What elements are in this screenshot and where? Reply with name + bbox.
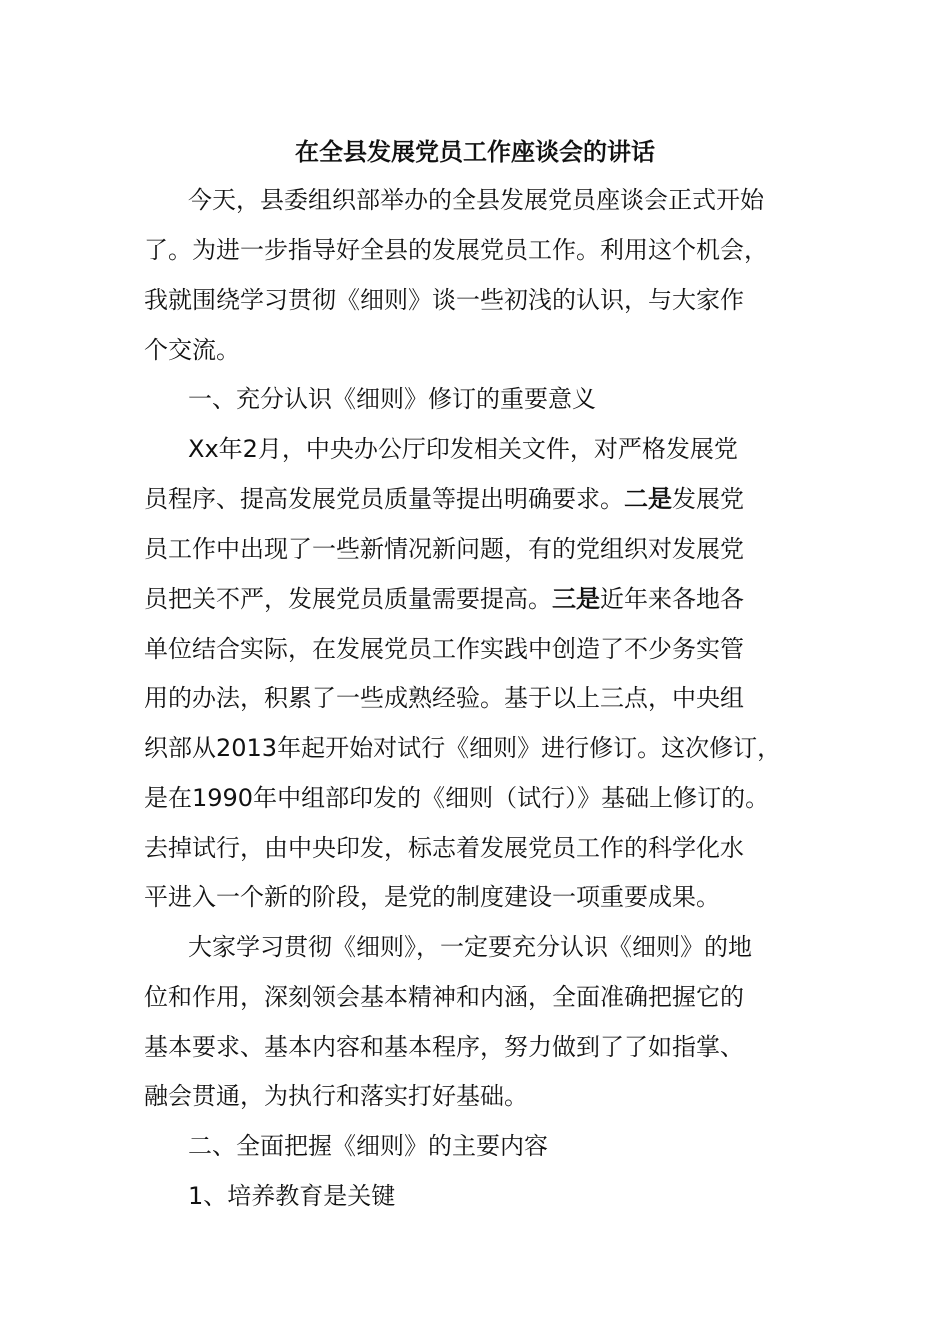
para1-line4: 个交流。 <box>144 336 240 364</box>
para3-line4: 融会贯通，为执行和落实打好基础。 <box>144 1082 528 1110</box>
subsection-heading-1: 1、培养教育是关键 <box>188 1182 396 1210</box>
para2-line6: 用的办法，积累了一些成熟经验。基于以上三点，中央组 <box>144 684 744 712</box>
para2-line7: 织部从2013年起开始对试行《细则》进行修订。这次修订， <box>144 734 782 762</box>
para2-line5: 单位结合实际，在发展党员工作实践中创造了不少务实管 <box>144 635 744 663</box>
para2-line2-text-c: 发展党 <box>672 485 744 513</box>
document-title: 在全县发展党员工作座谈会的讲话 <box>295 138 655 166</box>
para2-line4-text-a: 员把关不严，发展党员质量需要提高。 <box>144 585 552 613</box>
para2-line4-text-c: 近年来各地各 <box>600 585 744 613</box>
para2-bold-third: 三是 <box>552 585 600 613</box>
para2-line4 <box>144 581 744 617</box>
para3-line3: 基本要求、基本内容和基本程序，努力做到了了如指掌、 <box>144 1033 744 1061</box>
para2-line9: 去掉试行，由中央印发，标志着发展党员工作的科学化水 <box>144 834 744 862</box>
para2-line2 <box>144 481 744 517</box>
para2-bold-second: 二是 <box>624 485 672 513</box>
para2-line3: 员工作中出现了一些新情况新问题，有的党组织对发展党 <box>144 535 744 563</box>
para3-line2: 位和作用，深刻领会基本精神和内涵，全面准确把握它的 <box>144 983 744 1011</box>
para2-line2-text-a: 员程序、提高发展党员质量等提出明确要求。 <box>144 485 624 513</box>
para2-line1: Xx年2月，中央办公厅印发相关文件，对严格发展党 <box>188 435 738 463</box>
section-heading-1: 一、充分认识《细则》修订的重要意义 <box>188 385 596 413</box>
para1-line1: 今天，县委组织部举办的全县发展党员座谈会正式开始 <box>188 186 764 214</box>
section-heading-2: 二、全面把握《细则》的主要内容 <box>188 1132 548 1160</box>
para2-line10: 平进入一个新的阶段，是党的制度建设一项重要成果。 <box>144 883 720 911</box>
para2-line8: 是在1990年中组部印发的《细则（试行）》基础上修订的。 <box>144 784 770 812</box>
para1-line2: 了。为进一步指导好全县的发展党员工作。利用这个机会， <box>144 236 768 264</box>
para1-line3: 我就围绕学习贯彻《细则》谈一些初浅的认识，与大家作 <box>144 286 744 314</box>
para3-line1: 大家学习贯彻《细则》，一定要充分认识《细则》的地 <box>188 933 752 961</box>
